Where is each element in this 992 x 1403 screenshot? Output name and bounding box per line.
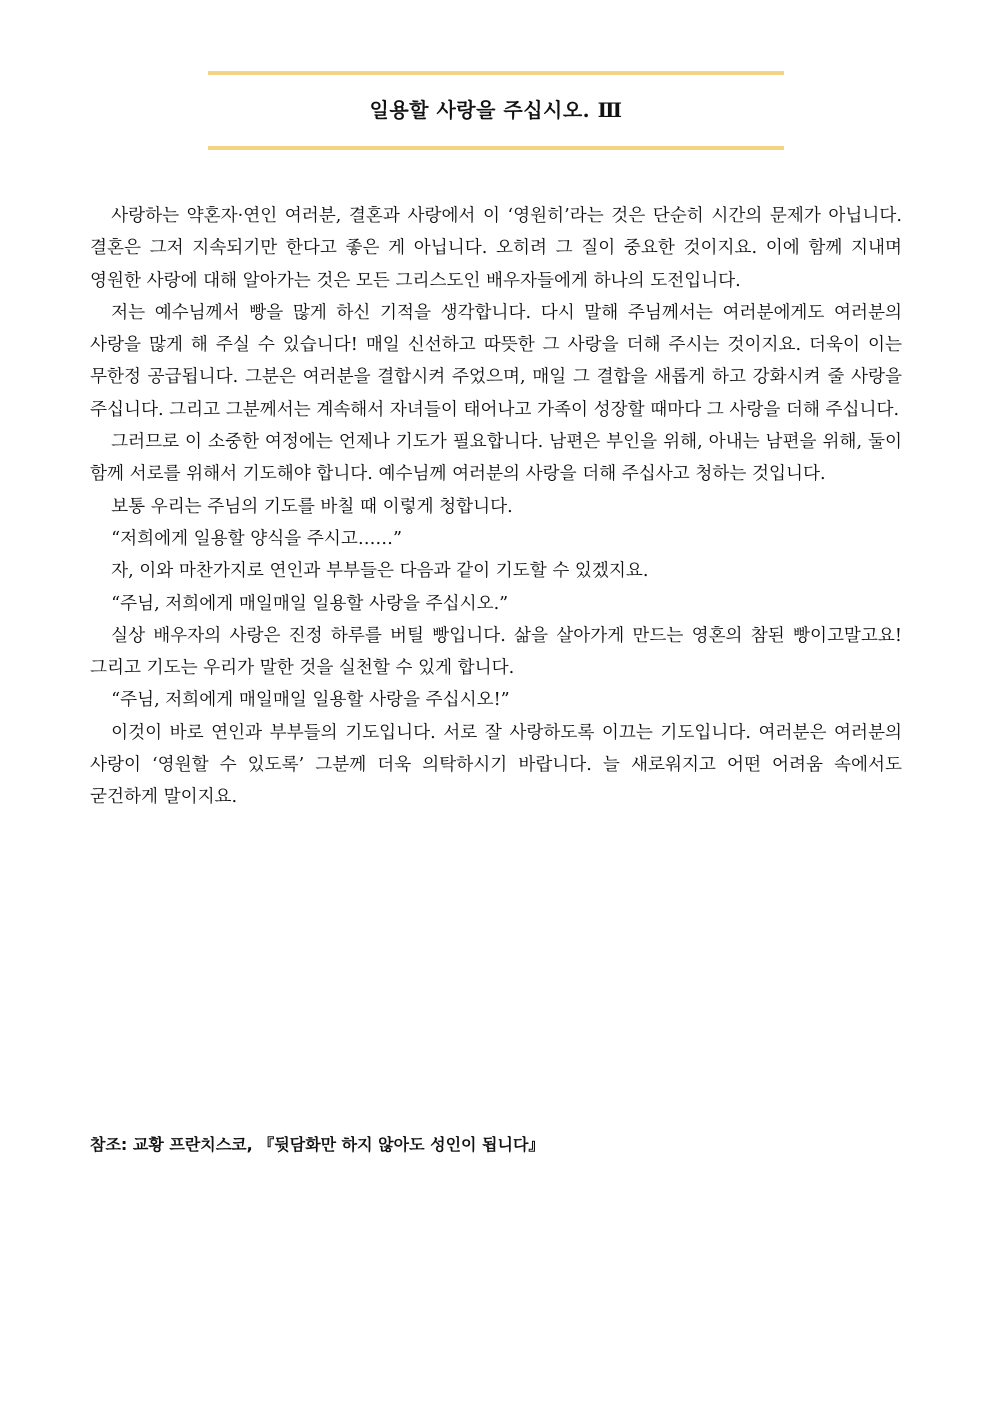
title-top-rule: [208, 71, 784, 75]
paragraph-9: “주님, 저희에게 매일매일 일용할 사랑을 주십시오!”: [111, 690, 510, 711]
paragraph-4: 보통 우리는 주님의 기도를 바칠 때 이렇게 청합니다.: [111, 496, 513, 517]
paragraph-8: 실상 배우자의 사랑은 진정 하루를 버틸 빵입니다. 삶을 살아가게 만드는 영혼의 참된 빵이고말고요! 그리고 기도는 우리가 말한 것을 실천할 수 있게 합니다.: [90, 625, 902, 679]
title-bottom-rule: [208, 146, 784, 150]
paragraph-6: 자, 이와 마찬가지로 연인과 부부들은 다음과 같이 기도할 수 있겠지요.: [111, 561, 649, 582]
paragraph-1: 사랑하는 약혼자·연인 여러분, 결혼과 사랑에서 이 ‘영원히’라는 것은 단순히 시간의 문제가 아닙니다. 결혼은 그저 지속되기만 한다고 좋은 게 아닙니다. 오히려 그 질이 중요한 것이지요. 이에 함께 지내며 영원한 사랑에 대해 알아가는 것은 모든 그리스도인 배우자들에게 하나의 도전입니다.: [90, 206, 902, 291]
paragraph-2: 저는 예수님께서 빵을 많게 하신 기적을 생각합니다. 다시 말해 주님께서는 여러분에게도 여러분의 사랑을 많게 해 주실 수 있습니다! 매일 신선하고 따뜻한 그 사랑을 더해 주시는 것이지요. 더욱이 이는 무한정 공급됩니다. 그분은 여러분을 결합시켜 주었으며, 매일 그 결합을 새롭게 하고 강화시켜 줄 사랑을 주십니다. 그리고 그분께서는 계속해서 자녀들이 태어나고 가족이 성장할 때마다 그 사랑을 더해 주십니다.: [90, 302, 902, 420]
document-body: [90, 200, 902, 814]
paragraph-10: 이것이 바로 연인과 부부들의 기도입니다. 서로 잘 사랑하도록 이끄는 기도입니다. 여러분은 여러분의 사랑이 ‘영원할 수 있도록’ 그분께 더욱 의탁하시기 바랍니다. 늘 새로워지고 어떤 어려움 속에서도 굳건하게 말이지요.: [90, 722, 902, 808]
page-title: 일용할 사랑을 주십시오. Ⅲ: [369, 98, 623, 122]
paragraph-3: 그러므로 이 소중한 여정에는 언제나 기도가 필요합니다. 남편은 부인을 위해, 아내는 남편을 위해, 둘이 함께 서로를 위해서 기도해야 합니다. 예수님께 여러분의 사랑을 더해 주십사고 청하는 것입니다.: [90, 432, 902, 485]
paragraph-7: “주님, 저희에게 매일매일 일용할 사랑을 주십시오.”: [111, 593, 509, 614]
paragraph-5: “저희에게 일용할 양식을 주시고……”: [111, 528, 403, 549]
reference-note: 참조: 교황 프란치스코, 『뒷담화만 하지 않아도 성인이 됩니다』: [90, 1135, 545, 1154]
